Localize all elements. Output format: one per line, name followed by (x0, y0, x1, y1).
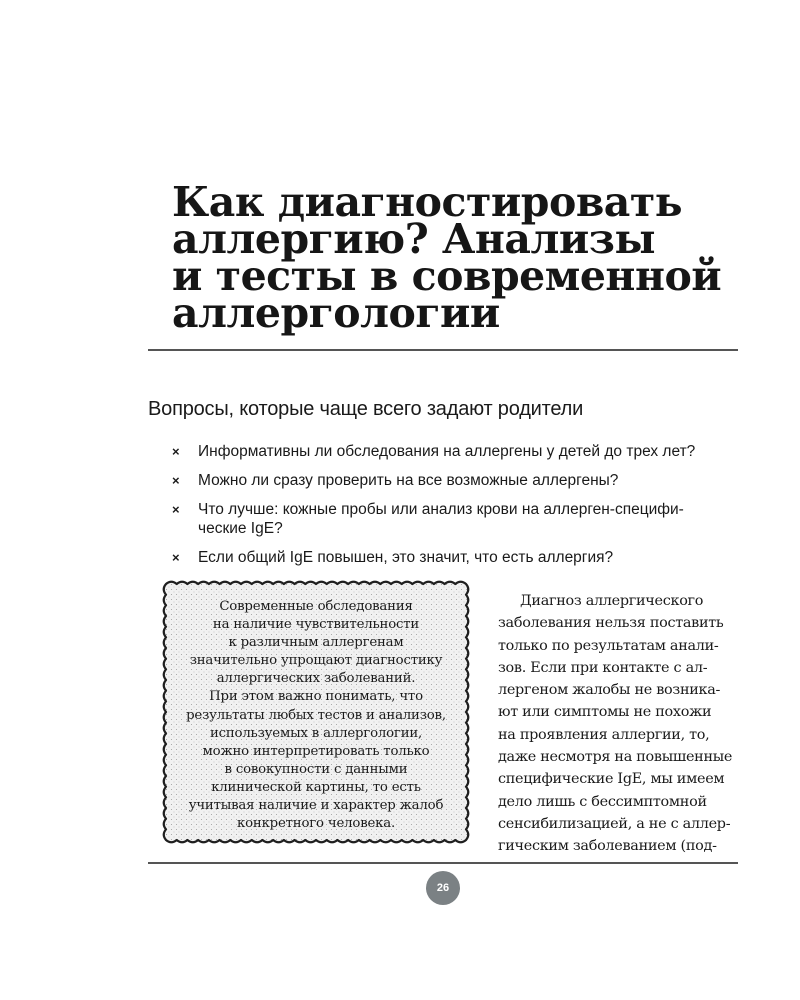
callout-line: учитывая наличие и характер жалоб (188, 798, 444, 814)
callout-box (160, 578, 472, 846)
callout-line: к различным аллергенам (228, 635, 404, 651)
callout-line: в совокупности с данными (224, 761, 408, 777)
chapter-title-line: аллергию? Анализы (172, 215, 656, 263)
callout-line: клинической картины, то есть (211, 779, 421, 795)
body-line: даже несмотря на повышенные (498, 749, 733, 766)
faq-question (172, 471, 752, 490)
faq-question-text: Если общий IgE повышен, это значит, что есть аллергия? (198, 549, 614, 566)
faq-question (172, 500, 752, 538)
body-line: дело лишь с бессимптомной (498, 793, 707, 810)
chapter-title-line: Как диагностировать (172, 178, 683, 226)
faq-question (172, 442, 752, 461)
body-line: гическим заболеванием (под- (498, 838, 717, 855)
callout-line: на наличие чувствительности (212, 617, 420, 633)
body-paragraph (498, 590, 743, 858)
faq-question (172, 548, 752, 567)
callout-line: используемых в аллергологии, (209, 725, 423, 741)
callout-text (164, 598, 468, 833)
callout-line: конкретного человека. (236, 816, 396, 832)
faq-question-text: Информативны ли обследования на аллергены у детей до трех лет? (198, 443, 696, 460)
faq-question-list (172, 442, 752, 577)
faq-question-text: Можно ли сразу проверить на все возможные аллергены? (198, 472, 619, 489)
callout-line: аллергических заболеваний. (216, 671, 416, 687)
faq-question-text-line: Что лучше: кожные пробы или анализ крови на аллерген-специфи- (198, 501, 684, 518)
body-line: зов. Если при контакте с ал- (498, 659, 708, 676)
cross-bullet-icon: × (172, 502, 180, 517)
title-divider (148, 349, 738, 351)
body-line: ют или симптомы не похожи (498, 704, 712, 721)
callout-line: При этом важно понимать, что (209, 689, 423, 705)
footer-divider (148, 862, 738, 864)
body-line: специфические IgE, мы имеем (498, 771, 725, 788)
body-line: на проявления аллергии, то, (498, 726, 710, 743)
cross-bullet-icon: × (172, 473, 180, 488)
body-line: только по результатам анали- (498, 637, 719, 654)
callout-line: Современные обследования (219, 599, 413, 614)
faq-heading: Вопросы, которые чаще всего задают родители (148, 398, 584, 420)
chapter-title-line: аллергологии (172, 289, 500, 337)
faq-question-text-line: ческие IgE? (198, 520, 283, 537)
chapter-title (172, 178, 772, 337)
cross-bullet-icon: × (172, 550, 180, 565)
body-line: лергеном жалобы не возника- (498, 682, 721, 699)
chapter-title-line: и тесты в современной (172, 252, 722, 300)
callout-line: результаты любых тестов и анализов, (186, 707, 446, 723)
callout-line: можно интерпретировать только (202, 743, 430, 759)
page-number-badge: 26 (426, 871, 460, 905)
body-line: сенсибилизацией, а не с аллер- (498, 815, 731, 832)
body-line: заболевания нельзя поставить (498, 615, 724, 632)
callout-line: значительно упрощают диагностику (189, 653, 443, 669)
body-line: Диагноз аллергического (520, 593, 704, 609)
cross-bullet-icon: × (172, 444, 180, 459)
